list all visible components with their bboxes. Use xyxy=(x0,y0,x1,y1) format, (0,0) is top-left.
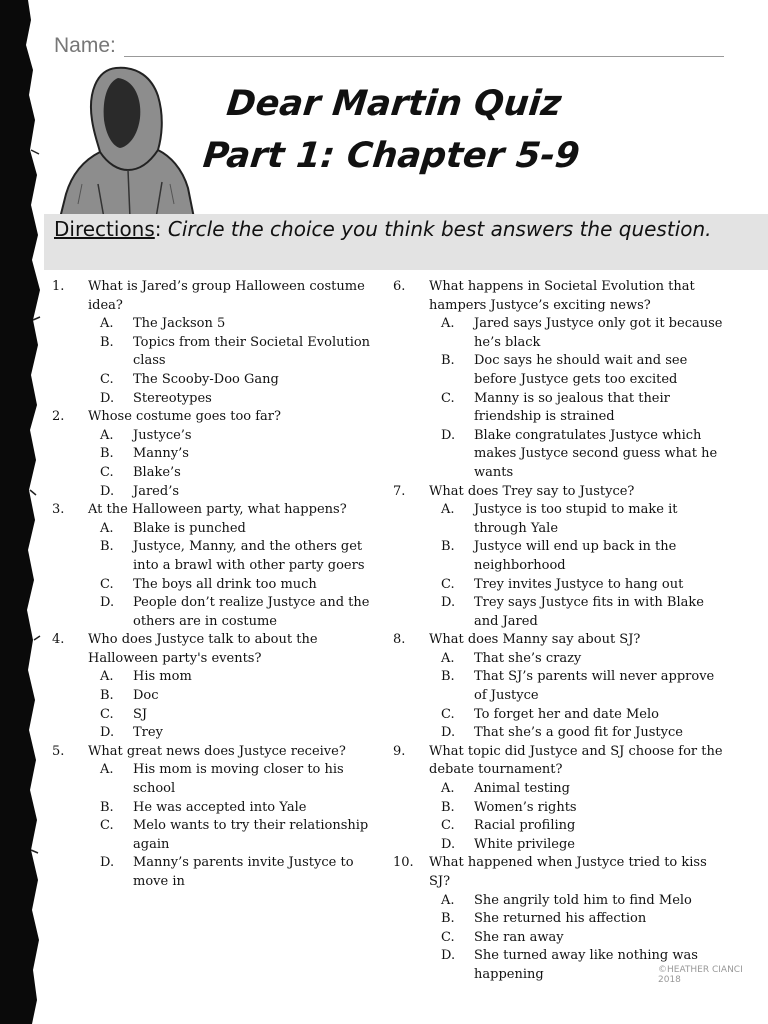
question-9 xyxy=(393,743,723,855)
question-text: What does Manny say about SJ? xyxy=(429,632,641,648)
question-text: What topic did Justyce and SJ choose for the debate tournament? xyxy=(429,743,723,778)
answer-option[interactable] xyxy=(429,668,723,705)
option-letter: B. xyxy=(100,334,114,350)
option-text: Topics from their Societal Evolution class xyxy=(133,334,371,369)
option-text: The Scooby-Doo Gang xyxy=(133,371,279,387)
torn-edge-decoration xyxy=(0,0,44,1024)
hooded-figure-illustration xyxy=(58,64,196,218)
option-letter: D. xyxy=(441,836,456,852)
answer-option[interactable] xyxy=(429,892,723,911)
option-text: Blake is punched xyxy=(133,520,246,536)
option-text: Trey xyxy=(133,725,163,741)
questions-column-right xyxy=(393,278,723,985)
option-text: Doc xyxy=(133,688,159,704)
option-letter: C. xyxy=(441,706,455,722)
question-text: Whose costume goes too far? xyxy=(88,409,281,425)
option-text: Justyce, Manny, and the others get into a brawl with other party goers xyxy=(133,539,365,573)
option-text: White privilege xyxy=(474,836,576,852)
option-letter: A. xyxy=(100,762,114,778)
answer-option[interactable] xyxy=(88,334,380,371)
answer-option[interactable] xyxy=(88,799,380,818)
answer-option[interactable] xyxy=(88,668,380,687)
option-letter: D. xyxy=(100,595,115,611)
option-text: Trey says Justyce fits in with Blake and Jared xyxy=(474,595,704,629)
answer-option[interactable] xyxy=(429,501,723,538)
question-number: 9. xyxy=(393,743,406,759)
option-text: Justyce’s xyxy=(133,427,192,443)
option-letter: A. xyxy=(441,316,455,332)
answer-option[interactable] xyxy=(429,576,723,595)
option-text: His mom xyxy=(133,669,192,685)
option-letter: D. xyxy=(100,390,115,406)
answer-option[interactable] xyxy=(88,520,380,539)
option-text: The boys all drink too much xyxy=(133,576,317,592)
question-number: 1. xyxy=(52,279,65,294)
option-letter: A. xyxy=(441,892,455,908)
answer-option[interactable] xyxy=(88,538,380,575)
option-text: She returned his affection xyxy=(474,911,647,927)
question-3 xyxy=(52,501,380,631)
option-letter: A. xyxy=(100,669,114,685)
answer-option[interactable] xyxy=(88,390,380,409)
answer-option[interactable] xyxy=(88,854,380,891)
option-text: SJ xyxy=(133,706,148,722)
option-letter: B. xyxy=(441,911,455,927)
directions-label: Directions xyxy=(54,217,155,241)
answer-option[interactable] xyxy=(88,724,380,743)
question-number: 3. xyxy=(52,502,65,518)
option-letter: D. xyxy=(100,725,115,741)
questions-column-left xyxy=(52,278,380,892)
option-text: Justyce will end up back in the neighborhood xyxy=(474,539,677,573)
option-text: Blake’s xyxy=(133,464,181,480)
answer-option[interactable] xyxy=(88,706,380,725)
option-letter: D. xyxy=(441,725,456,741)
question-6 xyxy=(393,278,723,483)
answer-option[interactable] xyxy=(429,594,723,631)
answer-option[interactable] xyxy=(88,445,380,464)
answer-option[interactable] xyxy=(88,483,380,502)
option-text: Justyce is too stupid to make it through Yale xyxy=(474,502,678,536)
option-text: She angrily told him to find Melo xyxy=(474,892,692,908)
answer-option[interactable] xyxy=(88,576,380,595)
option-letter: C. xyxy=(441,929,455,945)
option-text: Racial profiling xyxy=(474,818,576,834)
option-letter: D. xyxy=(441,427,456,443)
answer-option[interactable] xyxy=(429,724,723,743)
question-8 xyxy=(393,631,723,743)
name-label: Name: xyxy=(54,34,116,57)
option-text: Blake congratulates Justyce which makes Justyce second guess what he wants xyxy=(474,427,718,480)
option-text: The Jackson 5 xyxy=(133,316,226,332)
name-row xyxy=(54,34,726,62)
option-letter: D. xyxy=(441,595,456,611)
question-text: What great news does Justyce receive? xyxy=(88,743,346,759)
directions-colon: : xyxy=(154,217,162,241)
option-text: Jared’s xyxy=(133,483,179,499)
answer-option[interactable] xyxy=(429,929,723,948)
option-text: She ran away xyxy=(474,929,564,945)
answer-option[interactable] xyxy=(88,594,380,631)
option-text: Trey invites Justyce to hang out xyxy=(474,576,684,592)
answer-option[interactable] xyxy=(429,780,723,799)
option-letter: D. xyxy=(100,483,115,499)
answer-option[interactable] xyxy=(88,371,380,390)
question-number: 2. xyxy=(52,409,65,425)
question-text: What does Trey say to Justyce? xyxy=(429,483,635,499)
option-letter: A. xyxy=(100,427,114,443)
answer-option[interactable] xyxy=(429,315,723,352)
answer-option[interactable] xyxy=(88,761,380,798)
question-number: 8. xyxy=(393,632,406,648)
option-letter: D. xyxy=(100,855,115,871)
answer-option[interactable] xyxy=(429,706,723,725)
option-letter: C. xyxy=(100,706,114,722)
option-letter: C. xyxy=(100,371,114,387)
option-letter: B. xyxy=(100,446,114,462)
option-letter: C. xyxy=(100,464,114,480)
question-number: 4. xyxy=(52,632,65,648)
question-1 xyxy=(52,278,380,408)
quiz-title-line2: Part 1: Chapter 5-9 xyxy=(201,136,582,176)
question-5 xyxy=(52,743,380,892)
answer-option[interactable] xyxy=(429,427,723,483)
option-letter: B. xyxy=(441,353,455,369)
answer-option[interactable] xyxy=(429,817,723,836)
directions-text: Circle the choice you think best answers the question. xyxy=(167,217,712,241)
option-text: Stereotypes xyxy=(133,390,212,406)
option-text: That she’s crazy xyxy=(474,650,582,666)
option-text: He was accepted into Yale xyxy=(133,799,307,815)
question-text: What happens in Societal Evolution that hampers Justyce’s exciting news? xyxy=(429,279,695,313)
answer-option[interactable] xyxy=(429,538,723,575)
option-text: She turned away like nothing was happening xyxy=(474,948,698,982)
option-text: Manny’s xyxy=(133,446,189,462)
question-number: 7. xyxy=(393,483,406,499)
name-write-line[interactable] xyxy=(124,56,724,57)
question-7 xyxy=(393,483,723,632)
option-letter: A. xyxy=(441,502,455,518)
option-text: Melo wants to try their relationship again xyxy=(133,818,369,852)
answer-option[interactable] xyxy=(429,390,723,427)
option-text: Doc says he should wait and see before Justyce gets too excited xyxy=(474,353,688,387)
question-text: What happened when Justyce tried to kiss SJ? xyxy=(429,855,707,889)
answer-option[interactable] xyxy=(88,817,380,854)
question-2 xyxy=(52,408,380,501)
option-text: Animal testing xyxy=(474,781,570,797)
option-letter: B. xyxy=(100,539,114,555)
answer-option[interactable] xyxy=(429,650,723,669)
option-text: His mom is moving closer to his school xyxy=(133,762,344,797)
option-letter: A. xyxy=(100,520,114,536)
option-text: Jared says Justyce only got it because he’s black xyxy=(474,316,723,350)
option-text: That she’s a good fit for Justyce xyxy=(474,725,683,741)
option-letter: B. xyxy=(441,799,455,815)
question-number: 6. xyxy=(393,279,406,294)
answer-option[interactable] xyxy=(429,836,723,855)
copyright-notice: ©HEATHER CIANCI 2018 xyxy=(658,965,743,985)
option-letter: A. xyxy=(441,650,455,666)
option-letter: B. xyxy=(441,539,455,555)
question-number: 10. xyxy=(393,855,414,871)
option-text: Women’s rights xyxy=(474,799,577,815)
directions xyxy=(54,216,754,243)
option-text: Manny is so jealous that their friendship is strained xyxy=(474,390,670,425)
answer-option[interactable] xyxy=(88,315,380,334)
question-text: Who does Justyce talk to about the Halloween party's events? xyxy=(88,632,318,666)
quiz-title xyxy=(201,78,632,182)
option-letter: C. xyxy=(441,576,455,592)
question-4 xyxy=(52,631,380,743)
question-text: At the Halloween party, what happens? xyxy=(88,502,347,518)
option-letter: C. xyxy=(100,818,114,834)
option-letter: A. xyxy=(441,781,455,797)
option-text: That SJ’s parents will never approve of Justyce xyxy=(474,669,715,704)
question-text: What is Jared’s group Halloween costume idea? xyxy=(88,279,365,313)
answer-option[interactable] xyxy=(429,799,723,818)
answer-option[interactable] xyxy=(429,910,723,929)
option-letter: B. xyxy=(100,688,114,704)
answer-option[interactable] xyxy=(88,464,380,483)
option-letter: D. xyxy=(441,948,456,964)
option-letter: B. xyxy=(100,799,114,815)
answer-option[interactable] xyxy=(88,687,380,706)
option-letter: C. xyxy=(441,390,455,406)
option-text: People don’t realize Justyce and the others are in costume xyxy=(133,595,370,629)
option-letter: C. xyxy=(441,818,455,834)
option-text: Manny’s parents invite Justyce to move in xyxy=(133,855,354,889)
question-number: 5. xyxy=(52,743,65,759)
answer-option[interactable] xyxy=(429,352,723,389)
option-text: To forget her and date Melo xyxy=(474,706,659,722)
option-letter: A. xyxy=(100,316,114,332)
option-letter: B. xyxy=(441,669,455,685)
quiz-title-line1: Dear Martin Quiz xyxy=(224,84,564,124)
option-letter: C. xyxy=(100,576,114,592)
answer-option[interactable] xyxy=(88,427,380,446)
